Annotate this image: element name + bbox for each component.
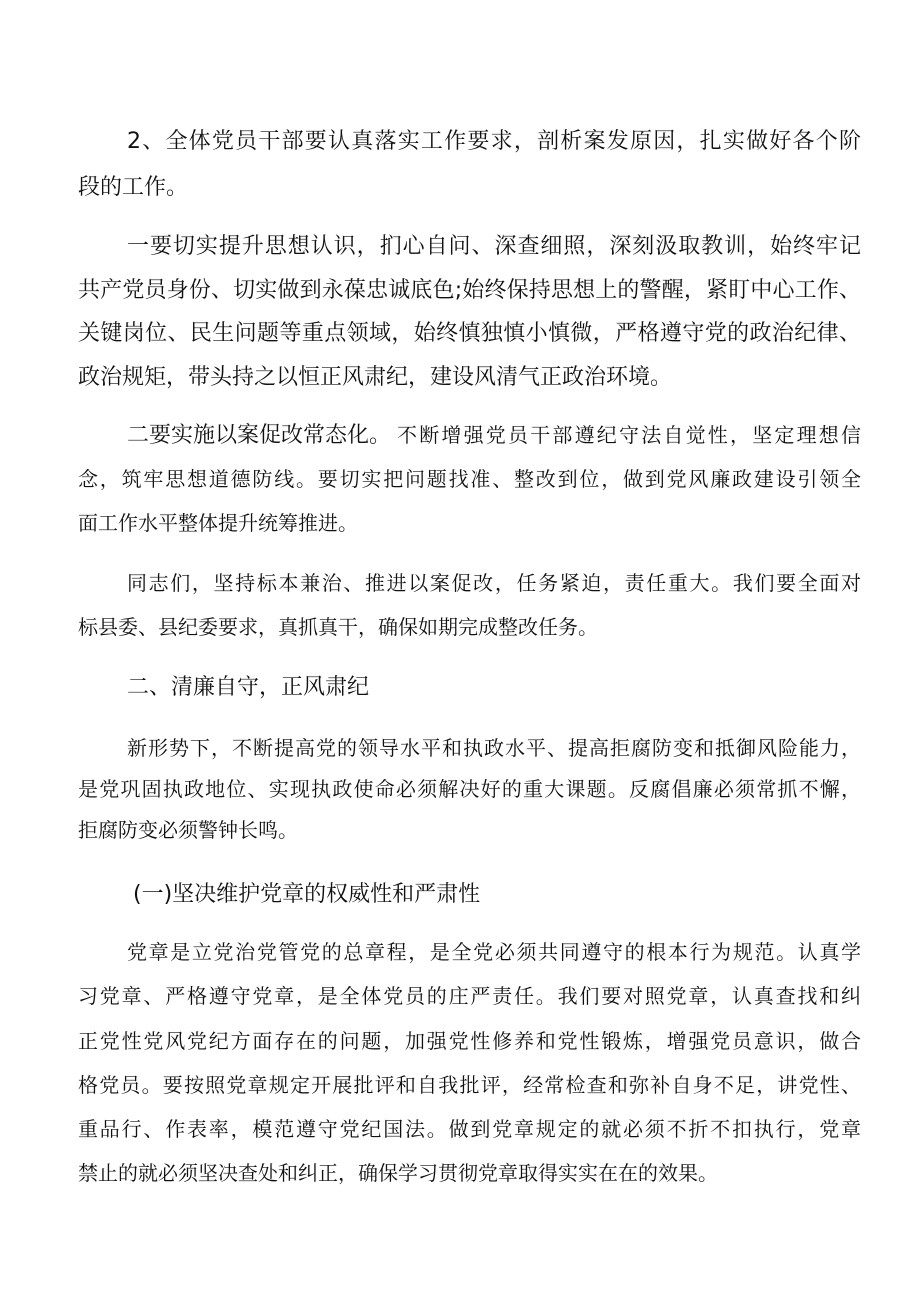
paragraph-6-line-2: 习党章、严格遵守党章，是全体党员的庄严责任。我们要对照党章，认真查找和纠 — [78, 984, 861, 1008]
paragraph-6-line-3: 正党性党风党纪方面存在的问题，加强党性修养和党性锻炼，增强党员意识，做合 — [78, 1029, 861, 1053]
paragraph-2-line-3: 关键岗位、民生问题等重点领域，始终慎独慎小慎微，严格遵守党的政治纪律、 — [78, 321, 861, 346]
paragraph-1-line-2: 段的工作。 — [78, 175, 189, 200]
paragraph-2-line-1: 一要切实提升思想认识，扪心自问、深查细照，深刻汲取教训，始终牢记 — [127, 234, 861, 259]
paragraph-4-line-2: 标县委、县纪委要求，真抓真干，确保如期完成整改任务。 — [78, 615, 598, 639]
paragraph-1-line-1: 2、全体党员干部要认真落实工作要求，剖析案发原因，扎实做好各个阶 — [127, 129, 861, 154]
section-heading: 二、清廉自守，正风肃纪 — [127, 675, 370, 700]
paragraph-3-line-3: 面工作水平整体提升统筹推进。 — [78, 511, 358, 535]
paragraph-6-line-6: 禁止的就必须坚决查处和纠正，确保学习贯彻党章取得实实在在的效果。 — [78, 1161, 718, 1185]
paragraph-6-line-1: 党章是立党治党管党的总章程，是全党必须共同遵守的根本行为规范。认真学 — [127, 940, 861, 964]
paragraph-5-line-1: 新形势下，不断提高党的领导水平和执政水平、提高拒腐防变和抵御风险能力， — [127, 736, 861, 760]
paragraph-5-line-3: 拒腐防变必须警钟长鸣。 — [78, 818, 298, 842]
paragraph-2-line-2: 共产党员身份、切实做到永葆忠诚底色;始终保持思想上的警醒，紧盯中心工作、 — [78, 278, 861, 303]
paragraph-3-lead: 二要实施以案促改常态化。 — [127, 423, 392, 448]
paragraph-3-line-1-rest: 不断增强党员干部遵纪守法自觉性，坚定理想信 — [397, 423, 861, 447]
subsection-heading: (一)坚决维护党章的权威性和严肃性 — [133, 882, 481, 907]
paragraph-2-line-4: 政治规矩，带头持之以恒正风肃纪，建设风清气正政治环境。 — [78, 365, 673, 390]
paragraph-6-line-4: 格党员。要按照党章规定开展批评和自我批评，经常检查和弥补自身不足，讲党性、 — [78, 1073, 861, 1097]
paragraph-4-line-1: 同志们，坚持标本兼治、推进以案促改，任务紧迫，责任重大。我们要全面对 — [127, 571, 861, 595]
paragraph-5-line-2: 是党巩固执政地位、实现执政使命必须解决好的重大课题。反腐倡廉必须常抓不懈， — [78, 777, 861, 801]
paragraph-3-line-1 — [127, 425, 861, 447]
paragraph-6-line-5: 重品行、作表率，模范遵守党纪国法。做到党章规定的就必须不折不扣执行，党章 — [78, 1117, 861, 1141]
paragraph-3-line-2: 念，筑牢思想道德防线。要切实把问题找准、整改到位，做到党风廉政建设引领全 — [78, 467, 861, 491]
